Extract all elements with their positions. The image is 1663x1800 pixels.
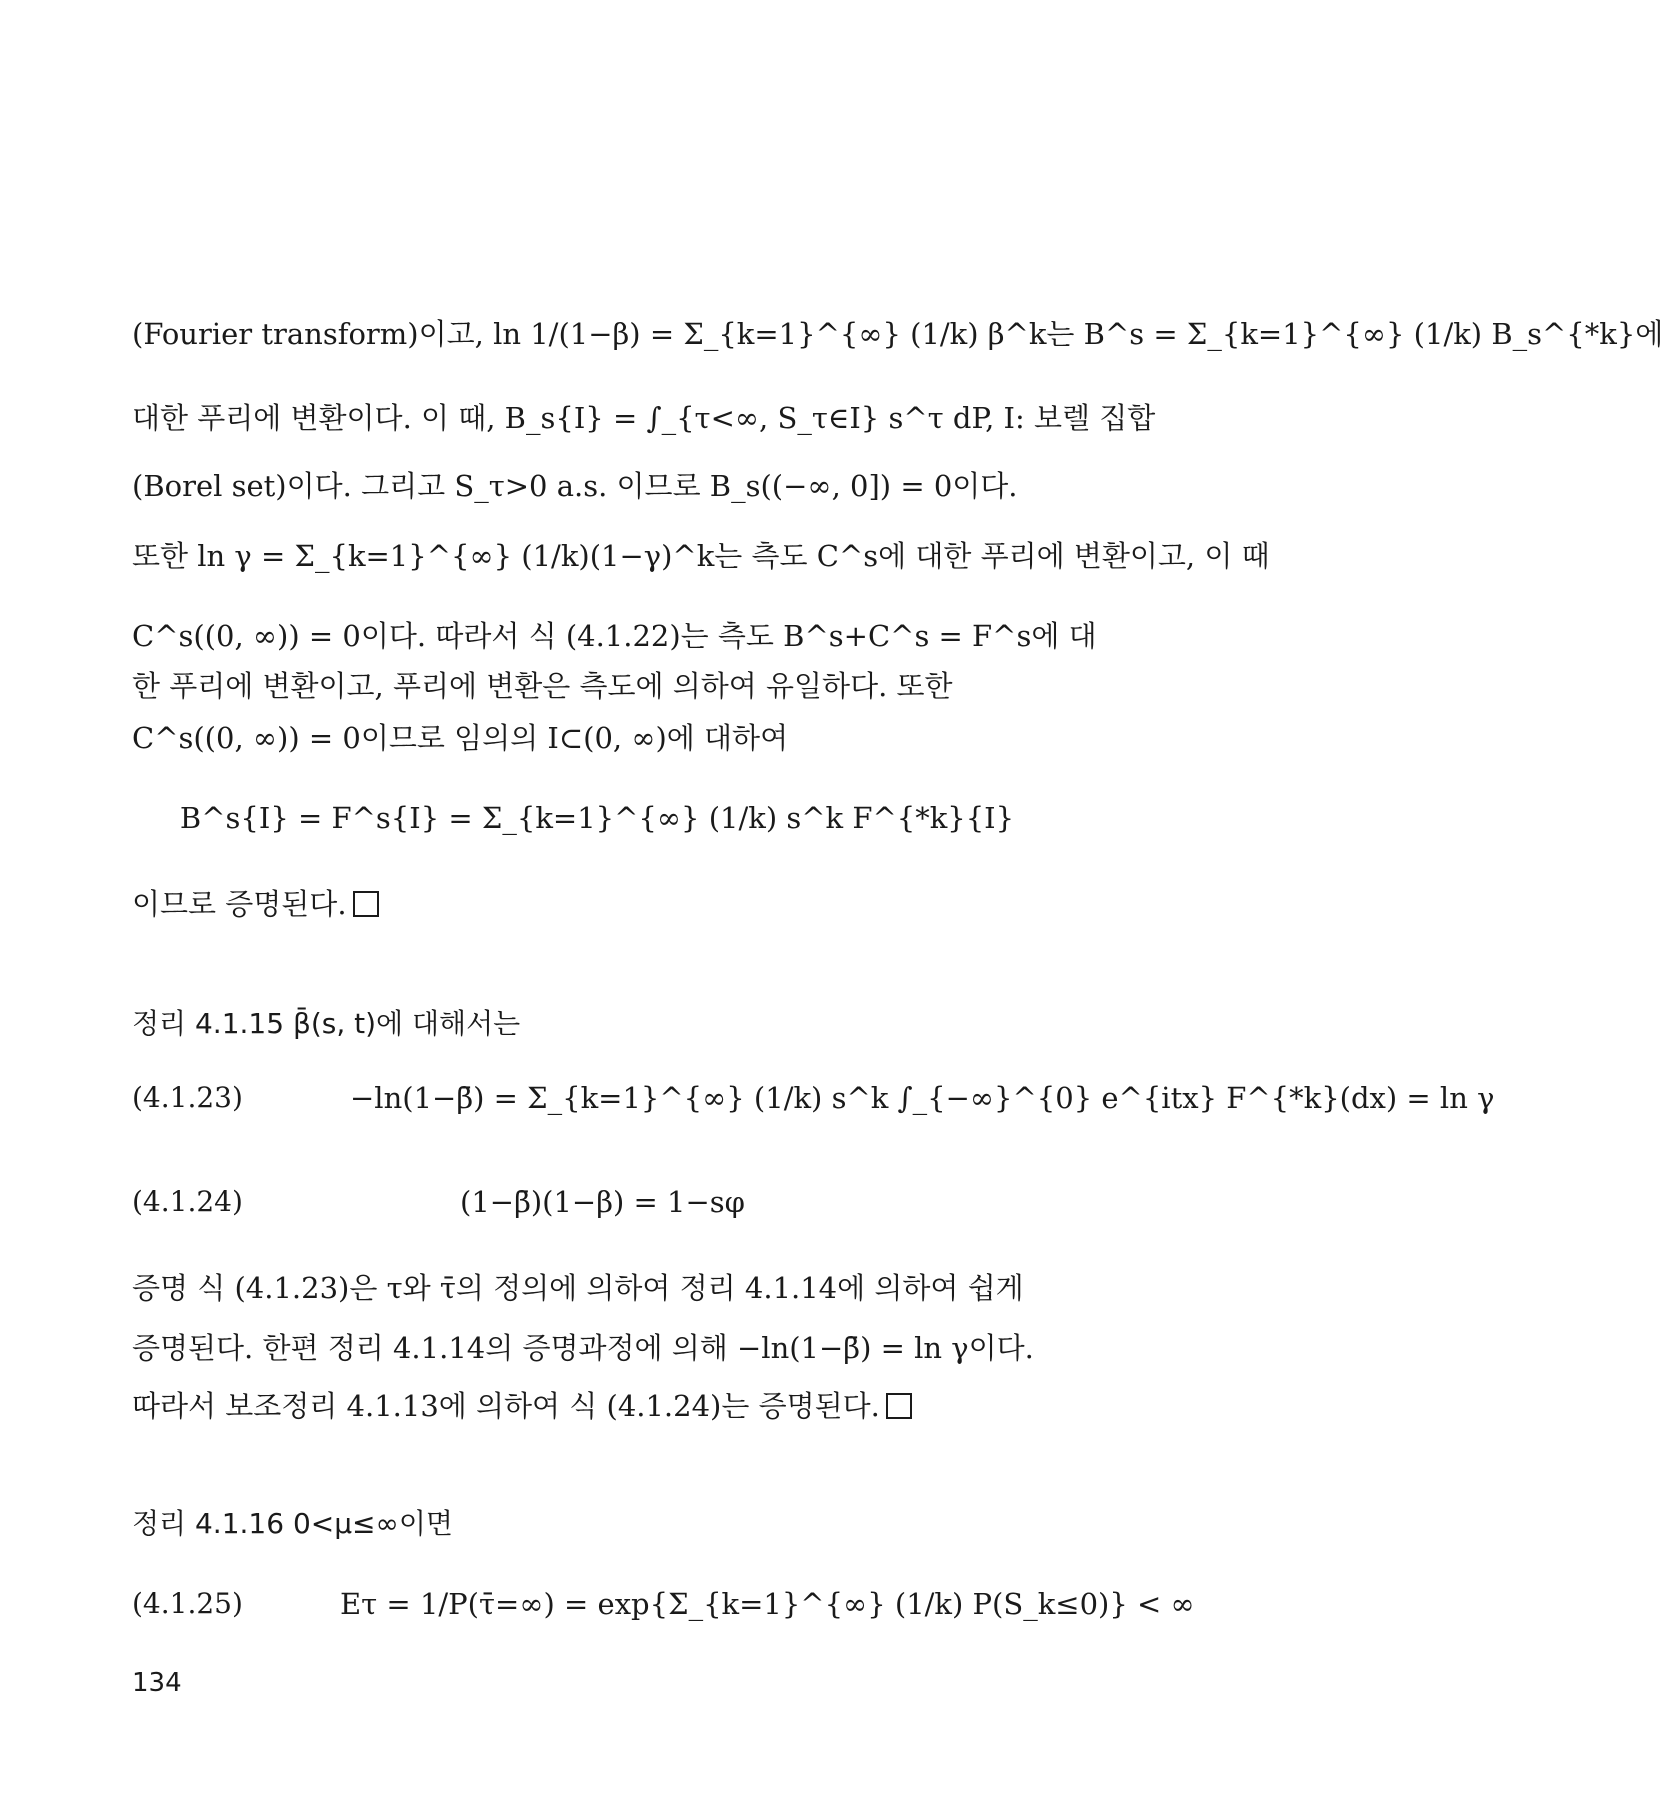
equation-4-1-24: (1−β̄)(1−β) = 1−sφ <box>460 1185 745 1219</box>
text-line-7: C^s((0, ∞)) = 0이므로 임의의 I⊂(0, ∞)에 대하여 <box>132 721 789 755</box>
qed-icon <box>353 891 379 917</box>
qed-icon-2 <box>886 1393 912 1419</box>
theorem-4-1-16-heading: 정리 4.1.16 0<μ≤∞이면 <box>132 1507 453 1540</box>
equation-number-4-1-23: (4.1.23) <box>132 1081 243 1114</box>
text-line-5: C^s((0, ∞)) = 0이다. 따라서 식 (4.1.22)는 측도 B^s+C^s = F^s에 대 <box>132 619 1097 653</box>
page-number: 134 <box>132 1668 182 1698</box>
equation-4-1-23: −ln(1−β̄) = Σ_{k=1}^{∞} (1/k) s^k ∫_{−∞}^{0} e^{itx} F^{*k}(dx) = ln γ <box>350 1081 1495 1115</box>
text-line-13 <box>132 1386 1062 1426</box>
text-line-9 <box>132 884 1062 924</box>
text-line-4: 또한 ln γ = Σ_{k=1}^{∞} (1/k)(1−γ)^k는 측도 C^s에 대한 푸리에 변환이고, 이 때 <box>132 539 1270 573</box>
theorem-4-1-15-heading: 정리 4.1.15 β̄(s, t)에 대해서는 <box>132 1007 521 1040</box>
text-line-12: 증명된다. 한편 정리 4.1.14의 증명과정에 의해 −ln(1−β̄) = ln γ이다. <box>132 1331 1034 1365</box>
text-line-2: 대한 푸리에 변환이다. 이 때, B_s{I} = ∫_{τ<∞, S_τ∈I} s^τ dP, I: 보렐 집합 <box>132 401 1156 435</box>
display-equation-bs: B^s{I} = F^s{I} = Σ_{k=1}^{∞} (1/k) s^k F^{*k}{I} <box>179 801 1015 835</box>
proof-end-text: 이므로 증명된다. <box>132 887 347 921</box>
text-line-3: (Borel set)이다. 그리고 S_τ>0 a.s. 이므로 B_s((−∞, 0]) = 0이다. <box>132 469 1018 503</box>
text-line-11: 증명 식 (4.1.23)은 τ와 τ̄의 정의에 의하여 정리 4.1.14에 의하여 쉽게 <box>132 1271 1024 1305</box>
equation-number-4-1-25: (4.1.25) <box>132 1587 243 1620</box>
text-line-1: (Fourier transform)이고, ln 1/(1−β) = Σ_{k=1}^{∞} (1/k) β^k는 B^s = Σ_{k=1}^{∞} (1/k) B_s^{*k}에 <box>132 317 1663 351</box>
proof-end-text-2: 따라서 보조정리 4.1.13에 의하여 식 (4.1.24)는 증명된다. <box>132 1389 880 1423</box>
equation-4-1-25: Eτ = 1/P(τ̄=∞) = exp{Σ_{k=1}^{∞} (1/k) P(S_k≤0)} < ∞ <box>340 1587 1195 1621</box>
equation-number-4-1-24: (4.1.24) <box>132 1185 243 1218</box>
text-line-6: 한 푸리에 변환이고, 푸리에 변환은 측도에 의하여 유일하다. 또한 <box>132 669 953 703</box>
